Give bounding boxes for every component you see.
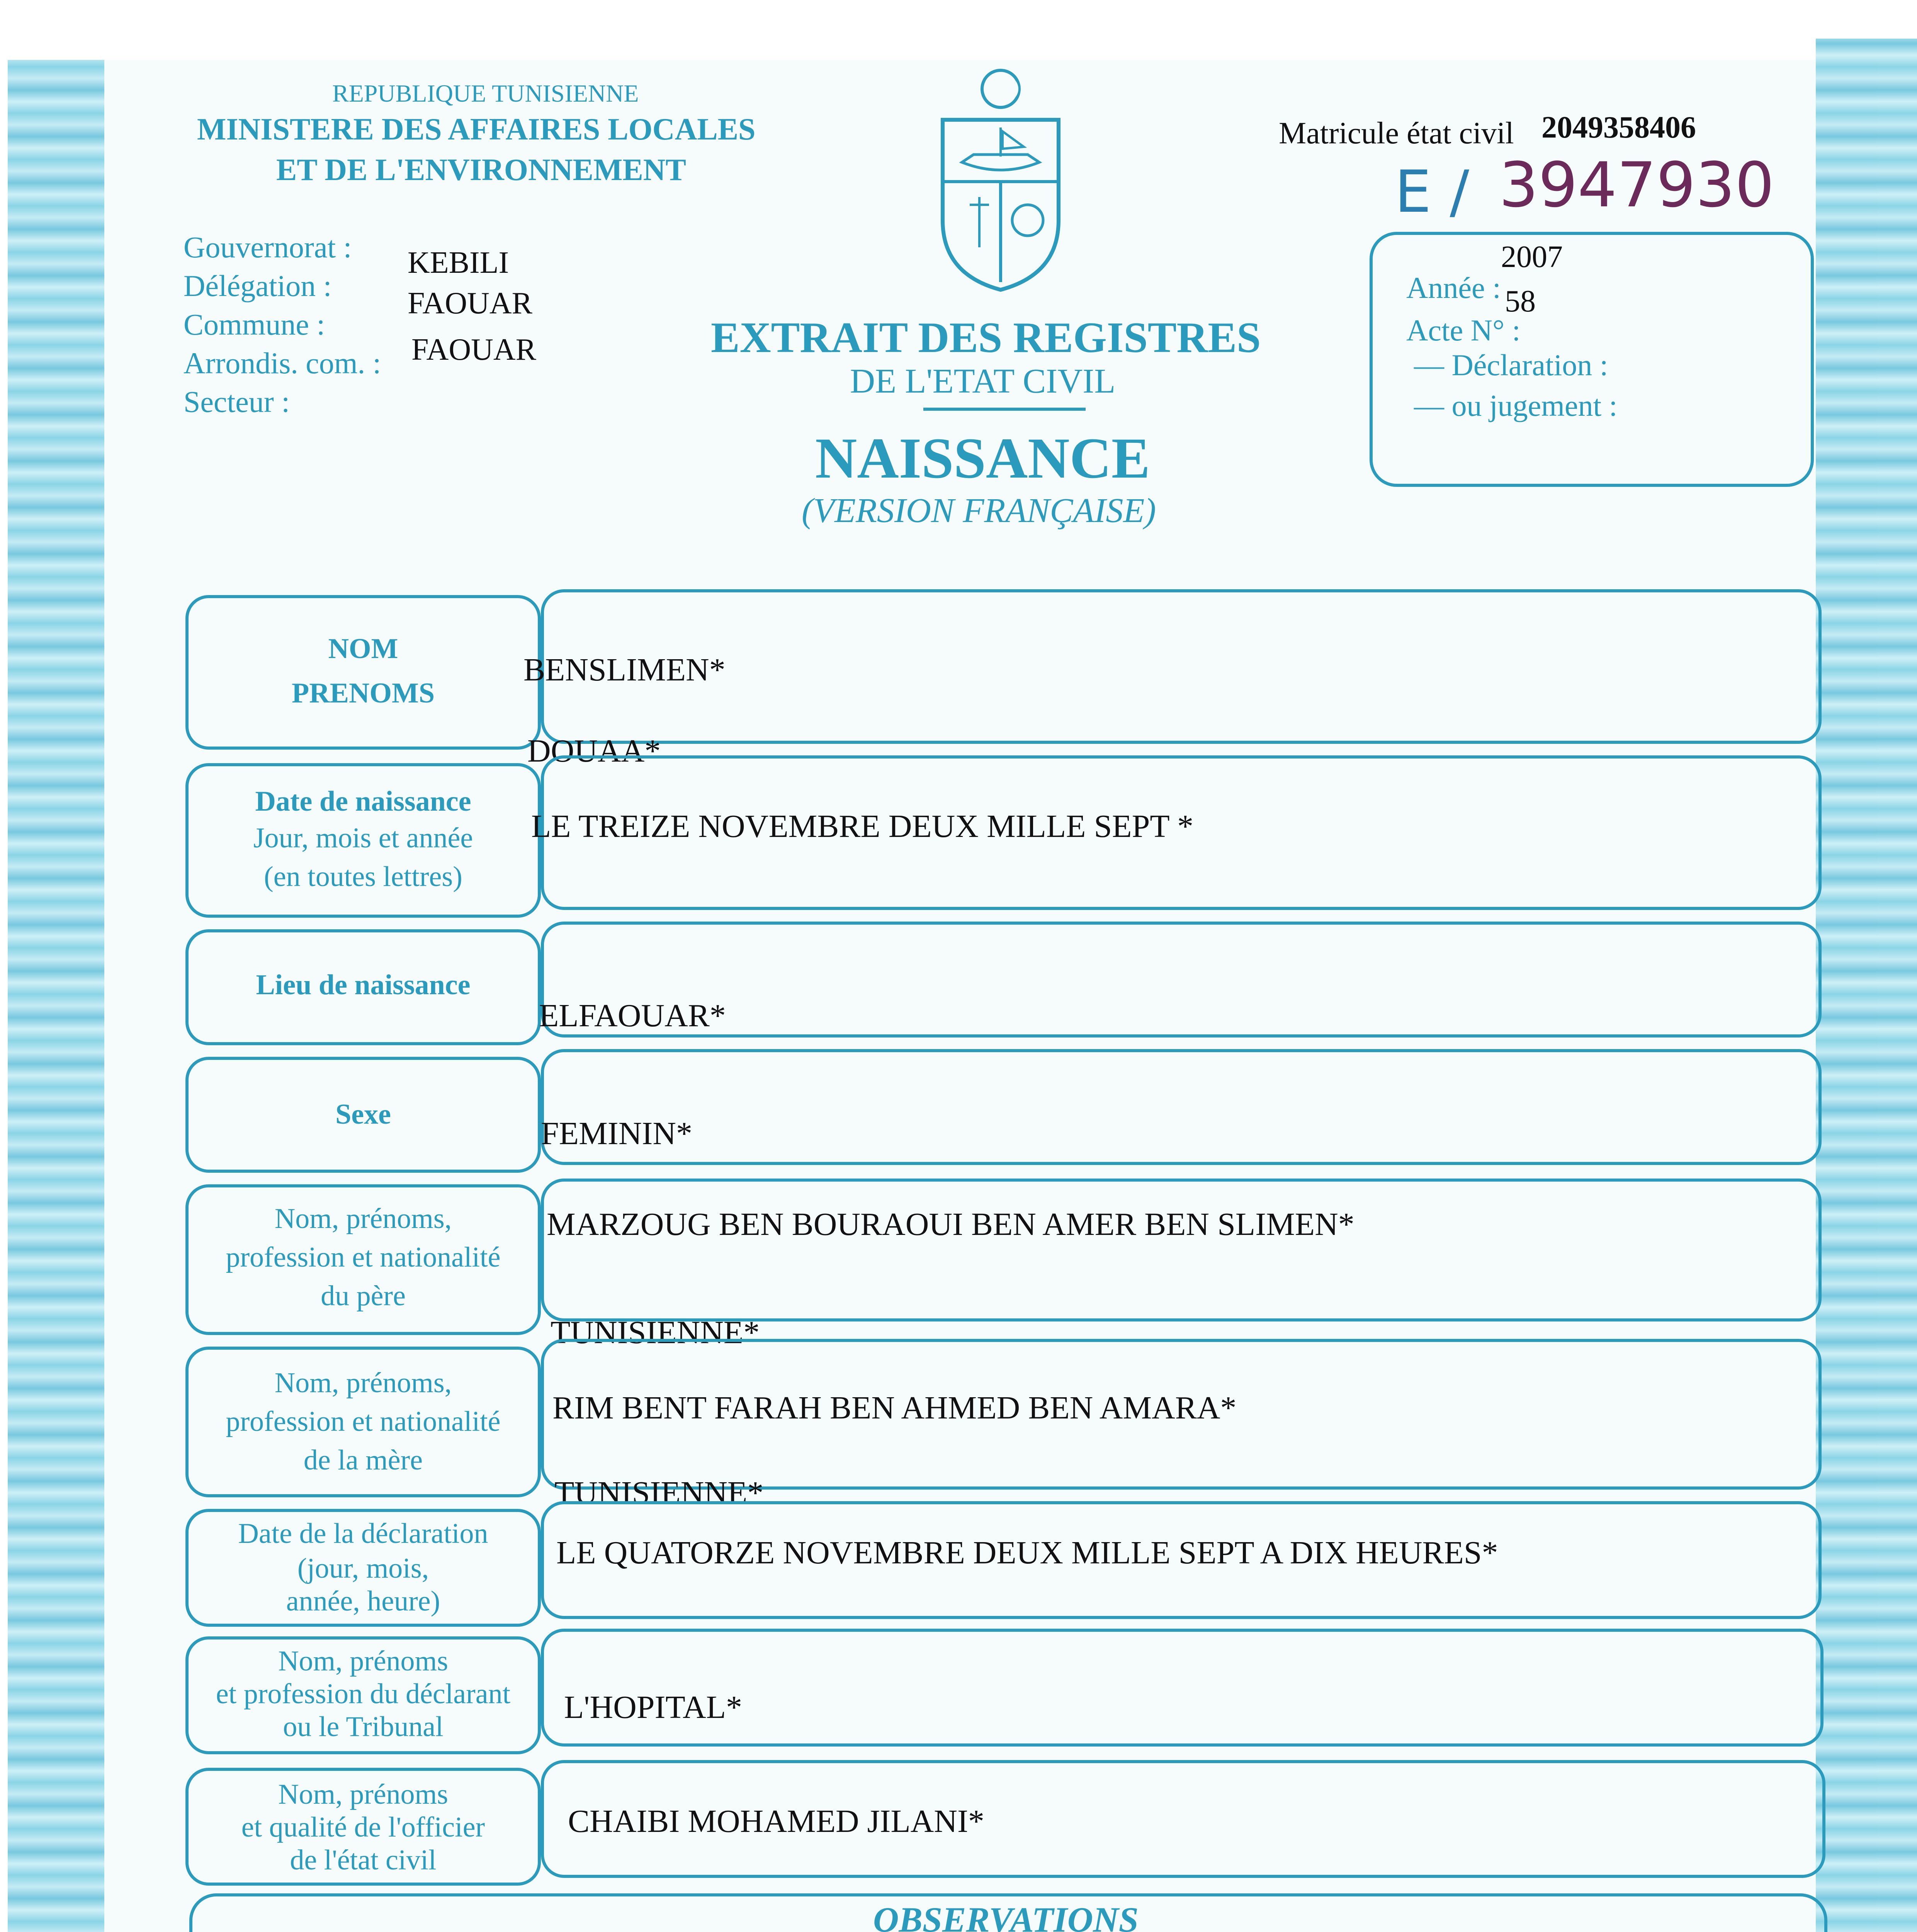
decl-value: LE QUATORZE NOVEMBRE DEUX MILLE SEPT A DIX HEURES* [556, 1535, 1498, 1571]
serial-number: 3947930 [1499, 149, 1774, 221]
delegation-label: Délégation : [184, 269, 332, 303]
left-guilloche-border [8, 60, 104, 1932]
right-guilloche-border [1816, 39, 1917, 1932]
nom-label-box [185, 595, 541, 750]
gouvernorat-label: Gouvernorat : [184, 230, 352, 264]
pere-value-box [541, 1179, 1822, 1321]
date-label-1: Date de naissance [255, 786, 471, 817]
sexe-label: Sexe [335, 1099, 391, 1130]
declaration-label: — Déclaration : [1414, 348, 1608, 382]
date-label-2: Jour, mois et année [253, 822, 473, 854]
sexe-value-box [541, 1049, 1822, 1165]
declarant-label-1: Nom, prénoms [278, 1645, 448, 1677]
title-main: NAISSANCE [815, 426, 1150, 490]
pere-value: MARZOUG BEN BOURAOUI BEN AMER BEN SLIMEN* [547, 1206, 1354, 1242]
acte-value: 58 [1505, 284, 1536, 318]
acte-label: Acte N° : [1406, 313, 1521, 347]
declarant-value: L'HOPITAL* [564, 1689, 743, 1725]
matricule-value: 2049358406 [1541, 111, 1696, 145]
gouvernorat-value: KEBILI [408, 246, 509, 280]
declarant-label-2: et profession du déclarant [216, 1678, 511, 1710]
pere-label-2: profession et nationalité [226, 1242, 501, 1273]
prenoms-value: DOUAA* [527, 733, 661, 769]
ministry-line2: ET DE L'ENVIRONNEMENT [276, 153, 686, 187]
decl-label-2: (jour, mois, [297, 1553, 429, 1584]
title-divider [923, 408, 1086, 411]
lieu-value-box [541, 922, 1822, 1037]
nom-value: BENSLIMEN* [523, 652, 726, 688]
matricule-label: Matricule état civil [1279, 116, 1514, 150]
jugement-label: — ou jugement : [1414, 389, 1618, 422]
mere-label-3: de la mère [303, 1444, 423, 1476]
mere-nationality: TUNISIENNE* [554, 1475, 764, 1511]
arrondis-value: FAOUAR [411, 333, 537, 367]
annee-label: Année : [1406, 271, 1501, 304]
mere-value: RIM BENT FARAH BEN AHMED BEN AMARA* [552, 1390, 1237, 1426]
observations-title: OBSERVATIONS [873, 1900, 1139, 1932]
mere-label-1: Nom, prénoms, [274, 1367, 452, 1399]
officier-label-1: Nom, prénoms [278, 1779, 448, 1810]
title-version: (VERSION FRANÇAISE) [802, 492, 1156, 530]
lieu-label: Lieu de naissance [256, 969, 471, 1001]
mere-label-2: profession et nationalité [226, 1406, 501, 1437]
declarant-value-box [541, 1629, 1824, 1747]
officier-label-3: de l'état civil [290, 1844, 437, 1876]
sexe-value: FEMININ* [541, 1116, 692, 1151]
republic-label: REPUBLIQUE TUNISIENNE [332, 80, 639, 107]
serial-prefix: E / [1395, 158, 1469, 226]
ministry-line1: MINISTERE DES AFFAIRES LOCALES [197, 112, 756, 146]
commune-label: Commune : [184, 308, 325, 341]
decl-label-1: Date de la déclaration [238, 1518, 488, 1549]
title-line1: EXTRAIT DES REGISTRES [711, 314, 1261, 362]
pere-label-1: Nom, prénoms, [274, 1203, 452, 1235]
officier-label-2: et qualité de l'officier [241, 1811, 485, 1843]
annee-value: 2007 [1501, 240, 1563, 274]
date-label-3: (en toutes lettres) [264, 861, 462, 893]
decl-label-3: année, heure) [286, 1585, 440, 1617]
tunisia-coat-of-arms-icon [927, 66, 1074, 294]
prenoms-label: PRENOMS [292, 677, 435, 709]
arrondis-label: Arrondis. com. : [184, 346, 381, 380]
officier-value: CHAIBI MOHAMED JILANI* [568, 1803, 984, 1839]
pere-label-3: du père [321, 1280, 406, 1312]
title-line2: DE L'ETAT CIVIL [850, 362, 1116, 400]
lieu-value: ELFAOUAR* [539, 998, 726, 1034]
pere-nationality: TUNISIENNE* [551, 1315, 760, 1350]
nom-label: NOM [328, 633, 398, 665]
date-value: LE TREIZE NOVEMBRE DEUX MILLE SEPT * [531, 808, 1194, 844]
secteur-label: Secteur : [184, 385, 290, 418]
nom-value-box [541, 589, 1822, 744]
delegation-value: FAOUAR [408, 286, 533, 320]
declarant-label-3: ou le Tribunal [283, 1711, 444, 1743]
